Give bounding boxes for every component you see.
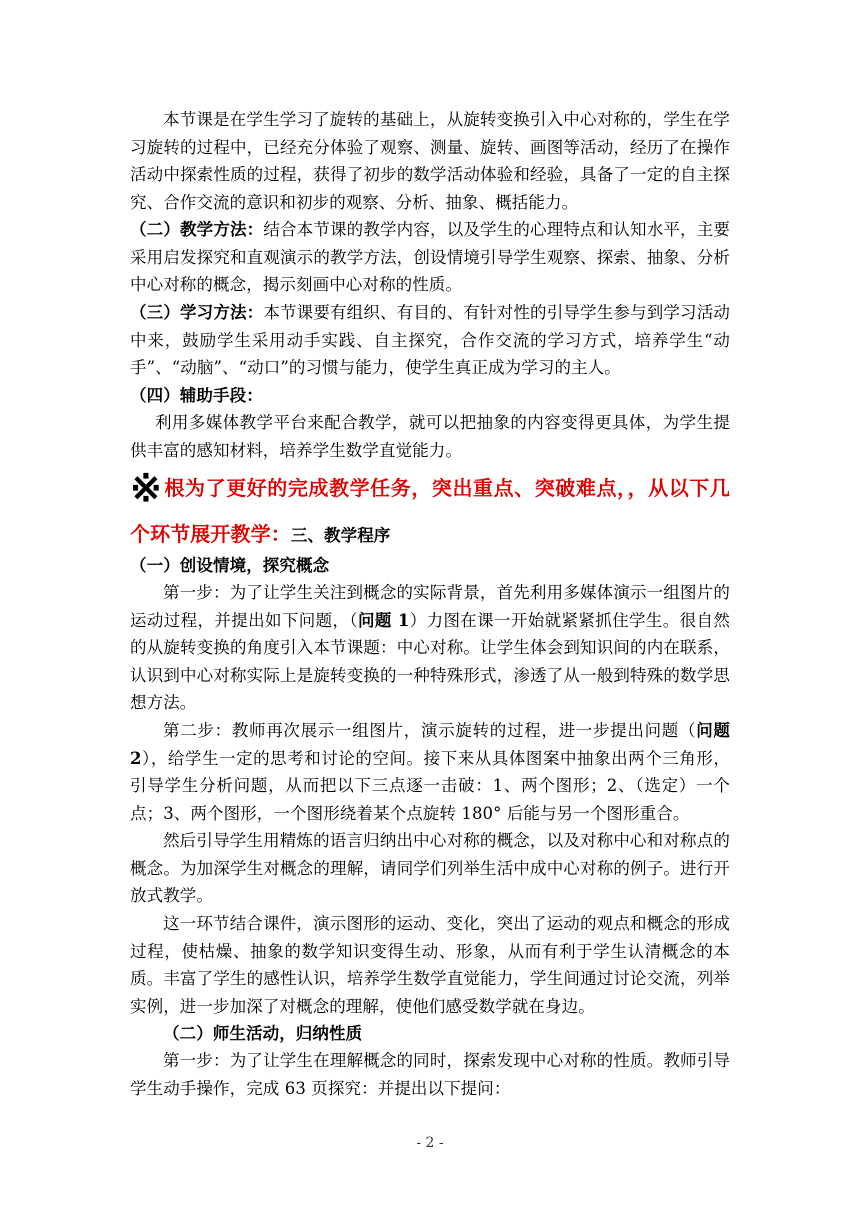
emphasis-paragraph xyxy=(130,466,730,558)
aids-label: （四）辅助手段： xyxy=(130,386,263,405)
teaching-method-label: （二）教学方法： xyxy=(130,220,264,239)
teaching-method-text: 结合本节课的教学内容，以及学生的心理特点和认知水平，主要采用启发探究和直观演示的教学方法，创设情境引导学生观察、探索、抽象、分析中心对称的概念，揭示刻画中心对称的性质。 xyxy=(130,220,730,294)
page-number: - 2 - xyxy=(416,1135,444,1151)
section1-step2 xyxy=(130,717,730,827)
section1-step1 xyxy=(130,579,730,717)
section-title: 三、教学程序 xyxy=(290,526,391,545)
step2-text-a: 第二步：教师再次展示一组图片，演示旋转的过程，进一步提出问题（ xyxy=(163,721,697,740)
section1-heading xyxy=(130,552,730,580)
section1-para3: 然后引导学生用精炼的语言归纳出中心对称的概念，以及对称中心和对称点的概念。为加深学生对概念的理解，请同学们列举生活中成中心对称的例子。进行开放式教学。 xyxy=(130,831,730,905)
section1-para4: 这一环节结合课件，演示图形的运动、变化，突出了运动的观点和概念的形成过程，使枯燥、抽象的数学知识变得生动、形象，从而有利于学生认清概念的本质。丰富了学生的感性认识，培养学生数学直觉能力，学生间通过讨论交流，列举实例，进一步加深了对概念的理解，使他们感受数学就在身边。 xyxy=(130,914,730,1016)
learning-method-label: （三）学习方法： xyxy=(130,303,264,322)
step2-text-b: ），给学生一定的思考和讨论的空间。接下来从具体图案中抽象出两个三角形，引导学生分析问题，从而把以下三点逐一击破：1、两个图形；2、（选定）一个点；3、两个图形，一个图形绕着某个点旋转 180° 后能与另一个图形重合。 xyxy=(130,748,730,823)
intro-paragraph: 本节课是在学生学习了旋转的基础上，从旋转变换引入中心对称的，学生在学习旋转的过程中，已经充分体验了观察、测量、旋转、画图等活动，经历了在操作活动中探索性质的过程，获得了初步的数学活动体验和经验，具备了一定的自主探究、合作交流的意识和初步的观察、分析、抽象、概括能力。 xyxy=(130,110,730,212)
teaching-method-paragraph xyxy=(130,216,730,299)
learning-method-text: 本节课要有组织、有目的、有针对性的引导学生参与到学习活动中来，鼓励学生采用动手实践、自主探究，合作交流的学习方式，培养学生“动手”、“动脑”、“动口”的习惯与能力，使学生真正成为学习的主人。 xyxy=(130,303,730,377)
section1-heading-text: （一）创设情境，探究概念 xyxy=(130,556,330,575)
step1-text-b: ）力图在课一开始就紧紧抓住学生。很自然的从旋转变换的角度引入本节课题：中心对称。让学生体会到知识间的内在联系，认识到中心对称实际上是旋转变换的一种特殊形式，渗透了从一般到特殊的数学思想方法。 xyxy=(130,610,730,712)
reference-mark-icon: ※ xyxy=(130,465,163,510)
section2-step1: 第一步：为了让学生在理解概念的同时，探索发现中心对称的性质。教师引导学生动手操作，完成 63 页探究：并提出以下提问： xyxy=(130,1051,730,1098)
aids-heading xyxy=(130,382,730,410)
step1-text-a: 第一步：为了让学生关注到概念的实际背景，首先利用多媒体演示一组图片的运动过程，并提出如下问题，（ xyxy=(130,583,730,630)
aids-paragraph: 利用多媒体教学平台来配合教学，就可以把抽象的内容变得更具体，为学生提供丰富的感知材料，培养学生数学直觉能力。 xyxy=(130,413,730,460)
question2-label: 问题 2 xyxy=(130,721,731,768)
question1-label: 问题 1 xyxy=(357,610,410,630)
learning-method-paragraph xyxy=(130,299,730,382)
section2-heading xyxy=(130,1020,730,1048)
section2-heading-text: （二）师生活动，归纳性质 xyxy=(163,1024,363,1043)
emphasis-red-text: 根为了更好的完成教学任务，突出重点、突破难点，，从以下几个环节展开教学： xyxy=(130,476,730,546)
